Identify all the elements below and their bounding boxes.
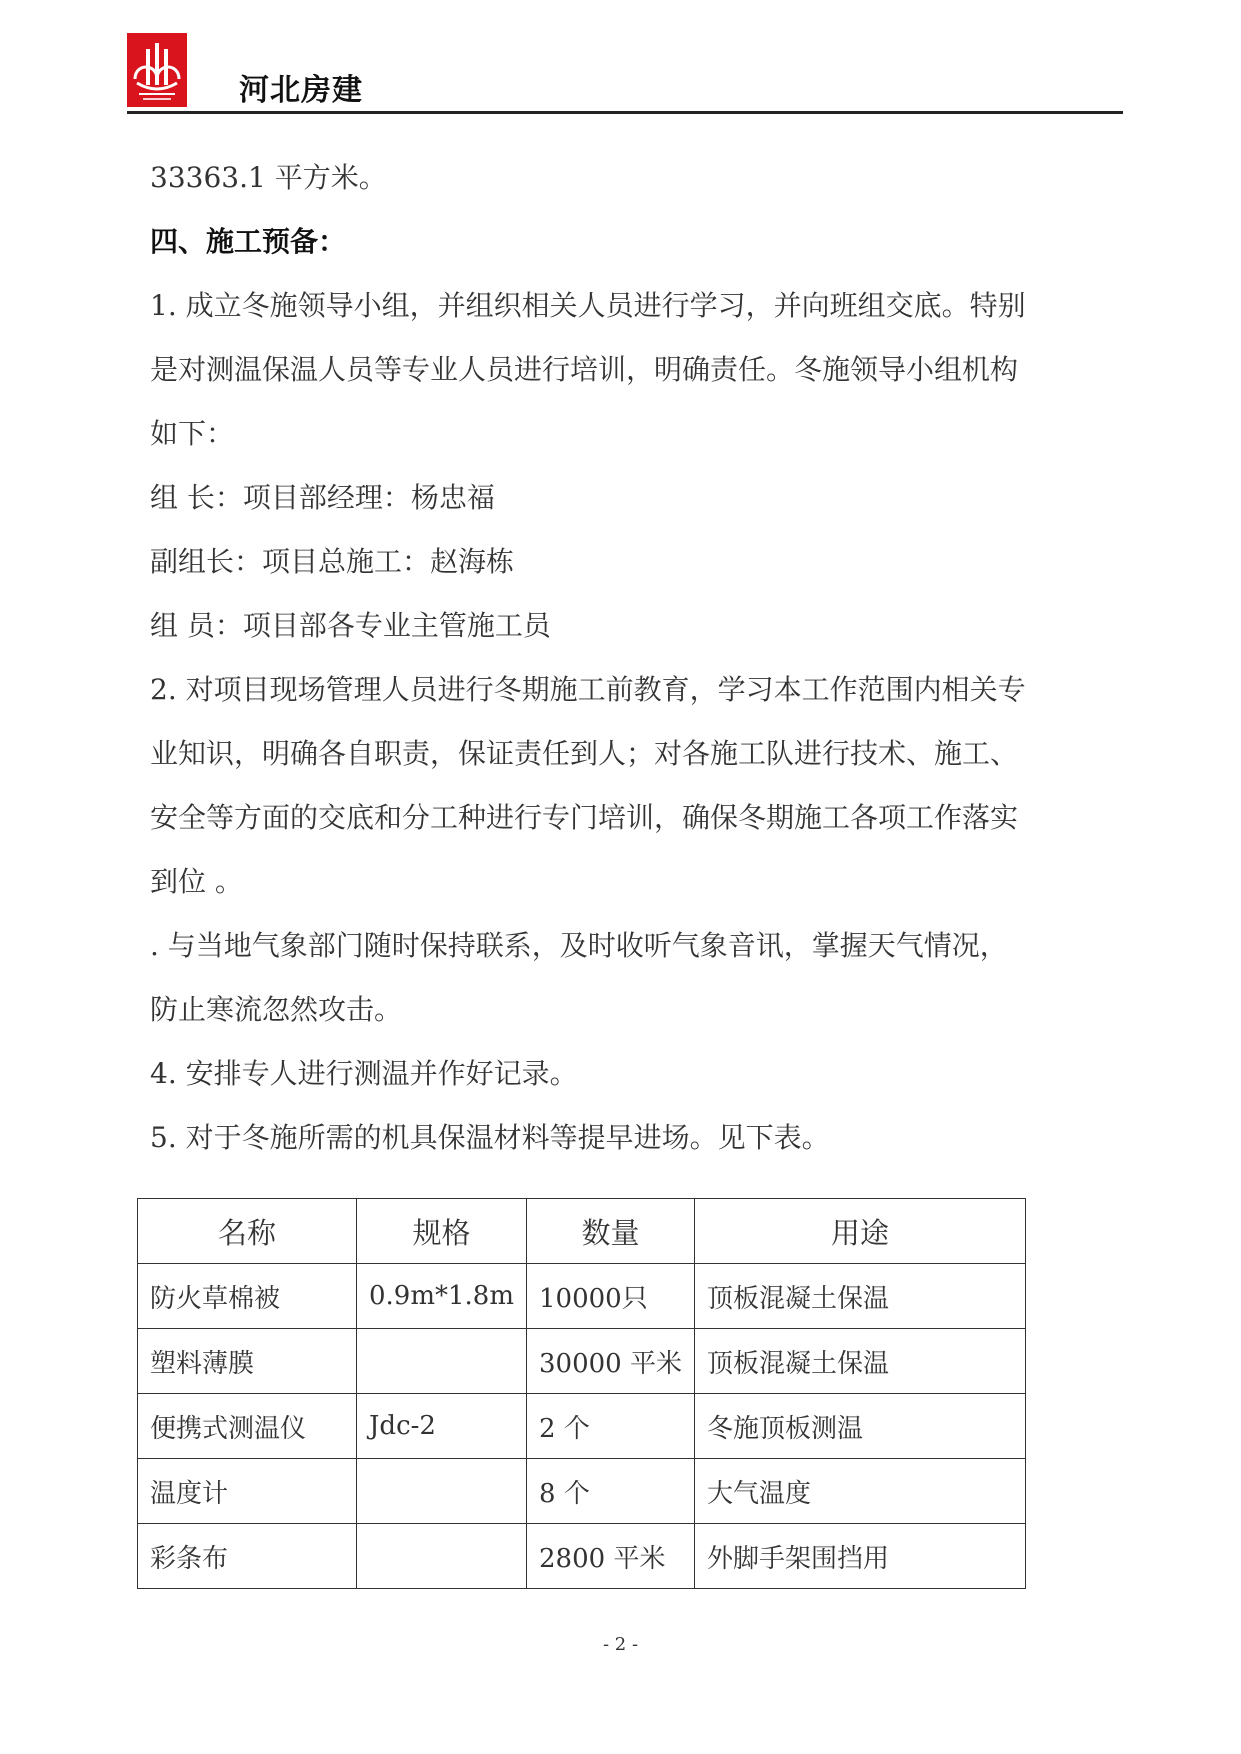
- table-cell: 防火草棉被: [138, 1264, 357, 1329]
- text-line-item3: . 与当地气象部门随时保持联系，及时收听气象音讯，掌握天气情况，: [150, 929, 1008, 962]
- table-cell: 2 个: [527, 1394, 695, 1459]
- materials-table: [137, 1198, 1026, 1589]
- text-line-item1: 1. 成立冬施领导小组，并组织相关人员进行学习，并向班组交底。特别: [150, 289, 1026, 322]
- table-row: [138, 1459, 1026, 1524]
- text-line-item3-cont: 防止寒流忽然攻击。: [150, 993, 403, 1026]
- table-cell: 大气温度: [695, 1459, 1026, 1524]
- text-line-item5: 5. 对于冬施所需的机具保温材料等提早进场。见下表。: [150, 1121, 830, 1154]
- table-cell: 8 个: [527, 1459, 695, 1524]
- table-cell: 顶板混凝土保温: [695, 1264, 1026, 1329]
- table-row: [138, 1329, 1026, 1394]
- table-cell: 外脚手架围挡用: [695, 1524, 1026, 1589]
- table-cell: 0.9m*1.8m: [357, 1264, 527, 1329]
- column-header-name: 名称: [138, 1199, 357, 1264]
- table-cell: 顶板混凝土保温: [695, 1329, 1026, 1394]
- text-line-item2: 2. 对项目现场管理人员进行冬期施工前教育，学习本工作范围内相关专: [150, 673, 1026, 706]
- text-line-members: 组 员：项目部各专业主管施工员: [150, 609, 551, 642]
- text-line-item2-cont: 到位 。: [150, 865, 243, 898]
- table-row: [138, 1394, 1026, 1459]
- text-line-item2-cont: 安全等方面的交底和分工种进行专门培训，确保冬期施工各项工作落实: [150, 801, 1019, 834]
- text-line-item4: 4. 安排专人进行测温并作好记录。: [150, 1057, 578, 1090]
- text-line-area: 33363.1 平方米。: [150, 161, 387, 194]
- column-header-spec: 规格: [357, 1199, 527, 1264]
- company-name: 河北房建: [239, 73, 363, 108]
- table-cell: Jdc-2: [357, 1394, 527, 1459]
- table-header-row: [138, 1199, 1026, 1264]
- table-cell: 冬施顶板测温: [695, 1394, 1026, 1459]
- table-cell: [357, 1329, 527, 1394]
- page-number: - 2 -: [602, 1634, 639, 1655]
- column-header-quantity: 数量: [527, 1199, 695, 1264]
- table-cell: 30000 平米: [527, 1329, 695, 1394]
- table-cell: 便携式测温仪: [138, 1394, 357, 1459]
- text-line-leader: 组 长：项目部经理：杨忠福: [150, 481, 495, 514]
- table-cell: 2800 平米: [527, 1524, 695, 1589]
- page-header: [127, 33, 1123, 113]
- table-row: [138, 1264, 1026, 1329]
- text-line-item1-cont: 如下：: [150, 417, 235, 450]
- table-cell: 彩条布: [138, 1524, 357, 1589]
- table-cell: 10000只: [527, 1264, 695, 1329]
- table-cell: 温度计: [138, 1459, 357, 1524]
- hebei-construction-logo-icon: [127, 33, 187, 107]
- table-cell: 塑料薄膜: [138, 1329, 357, 1394]
- table-cell: [357, 1524, 527, 1589]
- text-line-deputy: 副组长：项目总施工：赵海栋: [150, 545, 515, 578]
- table-cell: [357, 1459, 527, 1524]
- header-divider: [127, 111, 1123, 114]
- section-heading: 四、施工预备：: [150, 225, 347, 258]
- table-row: [138, 1524, 1026, 1589]
- text-line-item2-cont: 业知识，明确各自职责，保证责任到人；对各施工队进行技术、施工、: [150, 737, 1019, 770]
- column-header-usage: 用途: [695, 1199, 1026, 1264]
- text-line-item1-cont: 是对测温保温人员等专业人员进行培训，明确责任。冬施领导小组机构: [150, 353, 1019, 386]
